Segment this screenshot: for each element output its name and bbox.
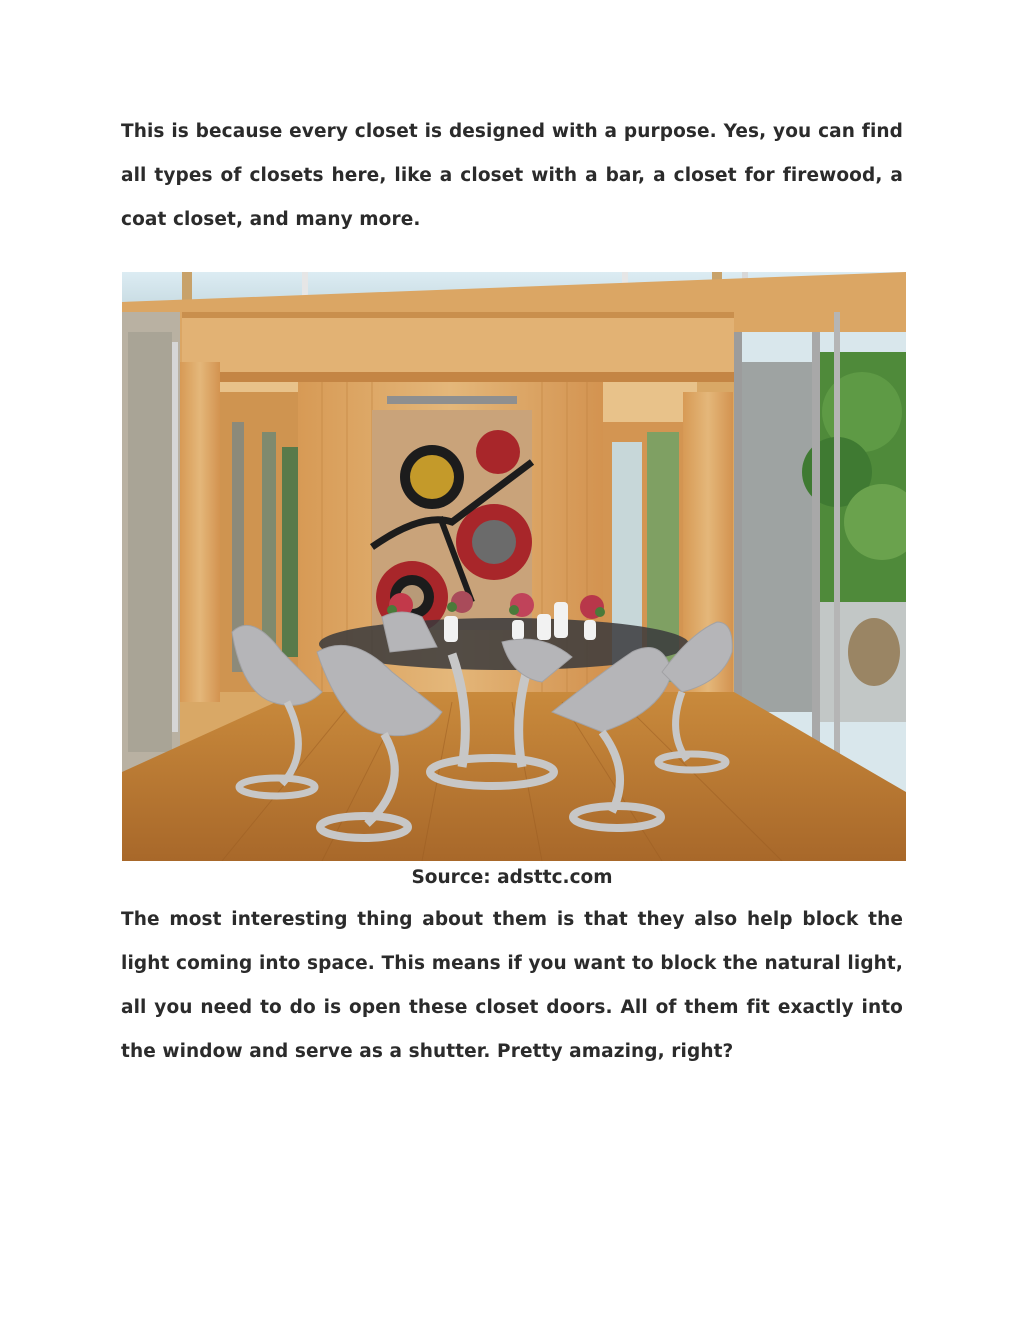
dining-room-photo [122,272,906,861]
image-caption: Source: adsttc.com [411,867,613,888]
paragraph-intro: This is because every closet is designed with a purpose. Yes, you can find all types of closets here, like a closet with a bar, a closet for firewood, a coat closet, and many more. [121,121,903,230]
paragraph-body: The most interesting thing about them is that they also help block the light coming into space. This means if you want to block the natural light, all you need to do is open these closet doors. All of them fit exactly into the window and serve as a shutter. Pretty amazing, right? [121,909,903,1062]
